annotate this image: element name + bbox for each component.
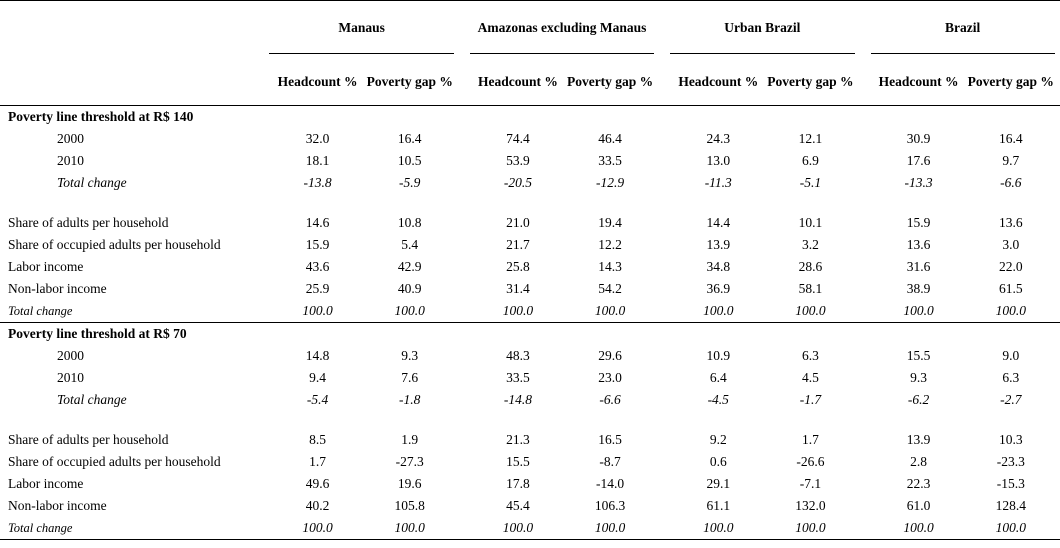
cell-headcount: 31.4: [506, 281, 530, 296]
cell-poverty-gap: 29.6: [598, 348, 622, 363]
total-row: [0, 517, 1060, 540]
cell-poverty-gap: 100.0: [566, 300, 654, 323]
cell-poverty-gap: -6.6: [1000, 175, 1022, 190]
cell-headcount: 61.1: [706, 498, 731, 513]
cell-poverty-gap: 6.3: [801, 348, 819, 363]
row-label: 2000: [57, 131, 84, 146]
group-header: Urban Brazil: [724, 19, 801, 35]
cell-headcount: -13.3: [904, 175, 933, 190]
cell-headcount: 30.9: [906, 131, 931, 146]
cell-headcount: 2.8: [910, 454, 928, 469]
section-title: Poverty line threshold at R$ 70: [0, 323, 1060, 346]
cell-headcount: 100.0: [470, 300, 566, 323]
section-title-row: [0, 323, 1060, 346]
cell-headcount: 100.0: [269, 300, 365, 323]
cell-headcount: 13.6: [906, 237, 931, 252]
total-change-row: [0, 172, 1060, 194]
cell-poverty-gap: 128.4: [995, 498, 1026, 513]
cell-poverty-gap: 106.3: [594, 498, 626, 513]
cell-poverty-gap: 4.5: [801, 370, 819, 385]
cell-poverty-gap: 61.5: [998, 281, 1023, 296]
section-title-row: [0, 106, 1060, 129]
cell-headcount: 29.1: [706, 476, 731, 491]
cell-headcount: 17.6: [906, 153, 931, 168]
component-row: [0, 495, 1060, 517]
total-row: [0, 300, 1060, 323]
poverty-gap-header: Poverty gap %: [967, 57, 1055, 106]
cell-poverty-gap: 33.5: [598, 153, 622, 168]
cell-headcount: 45.4: [506, 498, 530, 513]
cell-poverty-gap: 58.1: [798, 281, 823, 296]
cell-poverty-gap: 1.7: [801, 432, 819, 447]
cell-poverty-gap: 12.2: [598, 237, 622, 252]
cell-poverty-gap: 19.6: [397, 476, 422, 491]
headcount-header: Headcount %: [871, 57, 967, 106]
cell-poverty-gap: 9.3: [401, 348, 419, 363]
cell-headcount: 1.7: [309, 454, 326, 469]
row-label: Non-labor income: [8, 281, 107, 296]
cell-poverty-gap: 40.9: [397, 281, 422, 296]
cell-poverty-gap: 9.0: [1002, 348, 1020, 363]
group-header: Brazil: [945, 19, 981, 35]
year-row: [0, 128, 1060, 150]
cell-headcount: -5.4: [306, 392, 329, 407]
cell-headcount: -11.3: [704, 175, 732, 190]
cell-headcount: 21.0: [506, 215, 530, 230]
cell-headcount: 36.9: [706, 281, 731, 296]
cell-poverty-gap: -6.6: [599, 392, 621, 407]
cell-poverty-gap: 9.7: [1002, 153, 1020, 168]
cell-headcount: 15.5: [506, 454, 530, 469]
cell-headcount: 33.5: [506, 370, 530, 385]
cell-headcount: 6.4: [709, 370, 727, 385]
cell-poverty-gap: 10.1: [798, 215, 823, 230]
total-change-row: [0, 389, 1060, 411]
cell-headcount: 14.6: [305, 215, 330, 230]
row-label: Share of adults per household: [8, 432, 169, 447]
year-row: [0, 345, 1060, 367]
cell-poverty-gap: 13.6: [998, 215, 1023, 230]
cell-headcount: -6.2: [907, 392, 930, 407]
headcount-header: Headcount %: [470, 57, 566, 106]
cell-poverty-gap: 132.0: [795, 498, 826, 513]
cell-headcount: 14.4: [706, 215, 731, 230]
year-row: [0, 150, 1060, 172]
cell-poverty-gap: 54.2: [598, 281, 622, 296]
cell-headcount: 38.9: [906, 281, 931, 296]
cell-poverty-gap: 100.0: [566, 517, 654, 540]
cell-poverty-gap: 7.6: [401, 370, 419, 385]
cell-poverty-gap: 46.4: [598, 131, 622, 146]
cell-headcount: 100.0: [470, 517, 566, 540]
row-label: Share of adults per household: [8, 215, 169, 230]
row-label: Share of occupied adults per household: [8, 237, 221, 252]
cell-poverty-gap: 3.0: [1002, 237, 1020, 252]
cell-poverty-gap: 12.1: [798, 131, 823, 146]
group-header: Manaus: [338, 19, 385, 35]
cell-headcount: 14.8: [305, 348, 330, 363]
cell-poverty-gap: 19.4: [598, 215, 622, 230]
cell-poverty-gap: -26.6: [796, 454, 825, 469]
headcount-header: Headcount %: [269, 57, 365, 106]
row-label: Non-labor income: [8, 498, 107, 513]
cell-poverty-gap: -7.1: [799, 476, 822, 491]
cell-headcount: -13.8: [303, 175, 332, 190]
cell-headcount: 21.3: [506, 432, 530, 447]
cell-headcount: 24.3: [706, 131, 731, 146]
cell-headcount: 0.6: [709, 454, 727, 469]
cell-poverty-gap: 6.3: [1002, 370, 1020, 385]
cell-headcount: -4.5: [707, 392, 729, 407]
cell-headcount: 53.9: [506, 153, 530, 168]
cell-poverty-gap: 42.9: [397, 259, 422, 274]
component-row: [0, 451, 1060, 473]
cell-poverty-gap: -12.9: [596, 175, 625, 190]
cell-poverty-gap: 100.0: [766, 300, 854, 323]
cell-poverty-gap: 16.5: [598, 432, 622, 447]
cell-headcount: 15.9: [906, 215, 931, 230]
cell-headcount: 100.0: [871, 517, 967, 540]
cell-headcount: 13.9: [906, 432, 931, 447]
cell-headcount: 21.7: [506, 237, 530, 252]
row-label: 2000: [57, 348, 84, 363]
cell-poverty-gap: 10.3: [998, 432, 1023, 447]
cell-poverty-gap: 5.4: [401, 237, 419, 252]
group-header: Amazonas excluding Manaus: [477, 19, 647, 35]
cell-poverty-gap: -1.8: [399, 392, 421, 407]
cell-poverty-gap: 100.0: [766, 517, 854, 540]
cell-headcount: 100.0: [871, 300, 967, 323]
cell-poverty-gap: -8.7: [599, 454, 621, 469]
cell-headcount: 10.9: [706, 348, 731, 363]
cell-headcount: 49.6: [305, 476, 330, 491]
cell-headcount: 25.9: [305, 281, 330, 296]
cell-headcount: 32.0: [305, 131, 330, 146]
cell-headcount: 13.0: [706, 153, 731, 168]
cell-poverty-gap: 100.0: [967, 300, 1055, 323]
row-label: Labor income: [8, 476, 84, 491]
group-header-row: [0, 1, 1060, 54]
headcount-header: Headcount %: [670, 57, 766, 106]
poverty-gap-header: Poverty gap %: [766, 57, 854, 106]
cell-poverty-gap: 6.9: [801, 153, 819, 168]
cell-poverty-gap: 105.8: [394, 498, 425, 513]
component-row: [0, 278, 1060, 300]
component-row: [0, 473, 1060, 495]
cell-headcount: 25.8: [506, 259, 530, 274]
cell-headcount: 31.6: [906, 259, 931, 274]
cell-headcount: 9.3: [910, 370, 928, 385]
cell-headcount: -14.8: [503, 392, 532, 407]
year-row: [0, 367, 1060, 389]
cell-poverty-gap: 16.4: [998, 131, 1023, 146]
cell-headcount: 74.4: [506, 131, 530, 146]
cell-poverty-gap: -23.3: [996, 454, 1025, 469]
cell-poverty-gap: 14.3: [598, 259, 622, 274]
cell-headcount: -20.5: [503, 175, 532, 190]
cell-headcount: 22.3: [906, 476, 931, 491]
cell-poverty-gap: 100.0: [967, 517, 1055, 540]
cell-headcount: 40.2: [305, 498, 330, 513]
cell-poverty-gap: -5.1: [799, 175, 822, 190]
cell-headcount: 8.5: [309, 432, 326, 447]
row-label: 2010: [57, 370, 84, 385]
cell-headcount: 9.4: [309, 370, 326, 385]
cell-poverty-gap: -5.9: [399, 175, 421, 190]
cell-poverty-gap: -15.3: [996, 476, 1025, 491]
cell-headcount: 100.0: [670, 517, 766, 540]
cell-headcount: 61.0: [906, 498, 931, 513]
cell-headcount: 15.5: [906, 348, 931, 363]
cell-headcount: 100.0: [670, 300, 766, 323]
component-row: [0, 429, 1060, 451]
cell-headcount: 17.8: [506, 476, 530, 491]
cell-poverty-gap: -1.7: [799, 392, 822, 407]
component-row: [0, 234, 1060, 256]
row-label: Total change: [0, 517, 262, 540]
cell-headcount: 100.0: [269, 517, 365, 540]
poverty-gap-header: Poverty gap %: [566, 57, 654, 106]
cell-poverty-gap: 1.9: [401, 432, 419, 447]
cell-poverty-gap: -14.0: [596, 476, 625, 491]
section-title: Poverty line threshold at R$ 140: [8, 109, 194, 124]
cell-headcount: 34.8: [706, 259, 731, 274]
row-label: Total change: [0, 300, 262, 323]
component-row: [0, 212, 1060, 234]
row-label: Total change: [57, 392, 127, 407]
row-label: Total change: [57, 175, 127, 190]
table-header: [0, 1, 1060, 106]
cell-poverty-gap: 22.0: [998, 259, 1023, 274]
component-row: [0, 256, 1060, 278]
row-label: Labor income: [8, 259, 84, 274]
cell-poverty-gap: 100.0: [366, 300, 454, 323]
cell-poverty-gap: 16.4: [397, 131, 422, 146]
table-body: [0, 106, 1060, 540]
cell-poverty-gap: 28.6: [798, 259, 823, 274]
cell-headcount: 9.2: [709, 432, 727, 447]
row-label: 2010: [57, 153, 84, 168]
cell-headcount: 15.9: [305, 237, 330, 252]
cell-poverty-gap: 10.8: [397, 215, 422, 230]
cell-poverty-gap: -2.7: [1000, 392, 1022, 407]
cell-poverty-gap: 23.0: [598, 370, 622, 385]
cell-poverty-gap: 100.0: [366, 517, 454, 540]
subheader-row: [0, 57, 1060, 106]
cell-poverty-gap: -27.3: [395, 454, 424, 469]
cell-headcount: 43.6: [305, 259, 330, 274]
cell-poverty-gap: 3.2: [801, 237, 819, 252]
row-label: Share of occupied adults per household: [8, 454, 221, 469]
cell-headcount: 18.1: [305, 153, 330, 168]
poverty-gap-header: Poverty gap %: [366, 57, 454, 106]
cell-poverty-gap: 10.5: [397, 153, 422, 168]
cell-headcount: 13.9: [706, 237, 731, 252]
cell-headcount: 48.3: [506, 348, 530, 363]
